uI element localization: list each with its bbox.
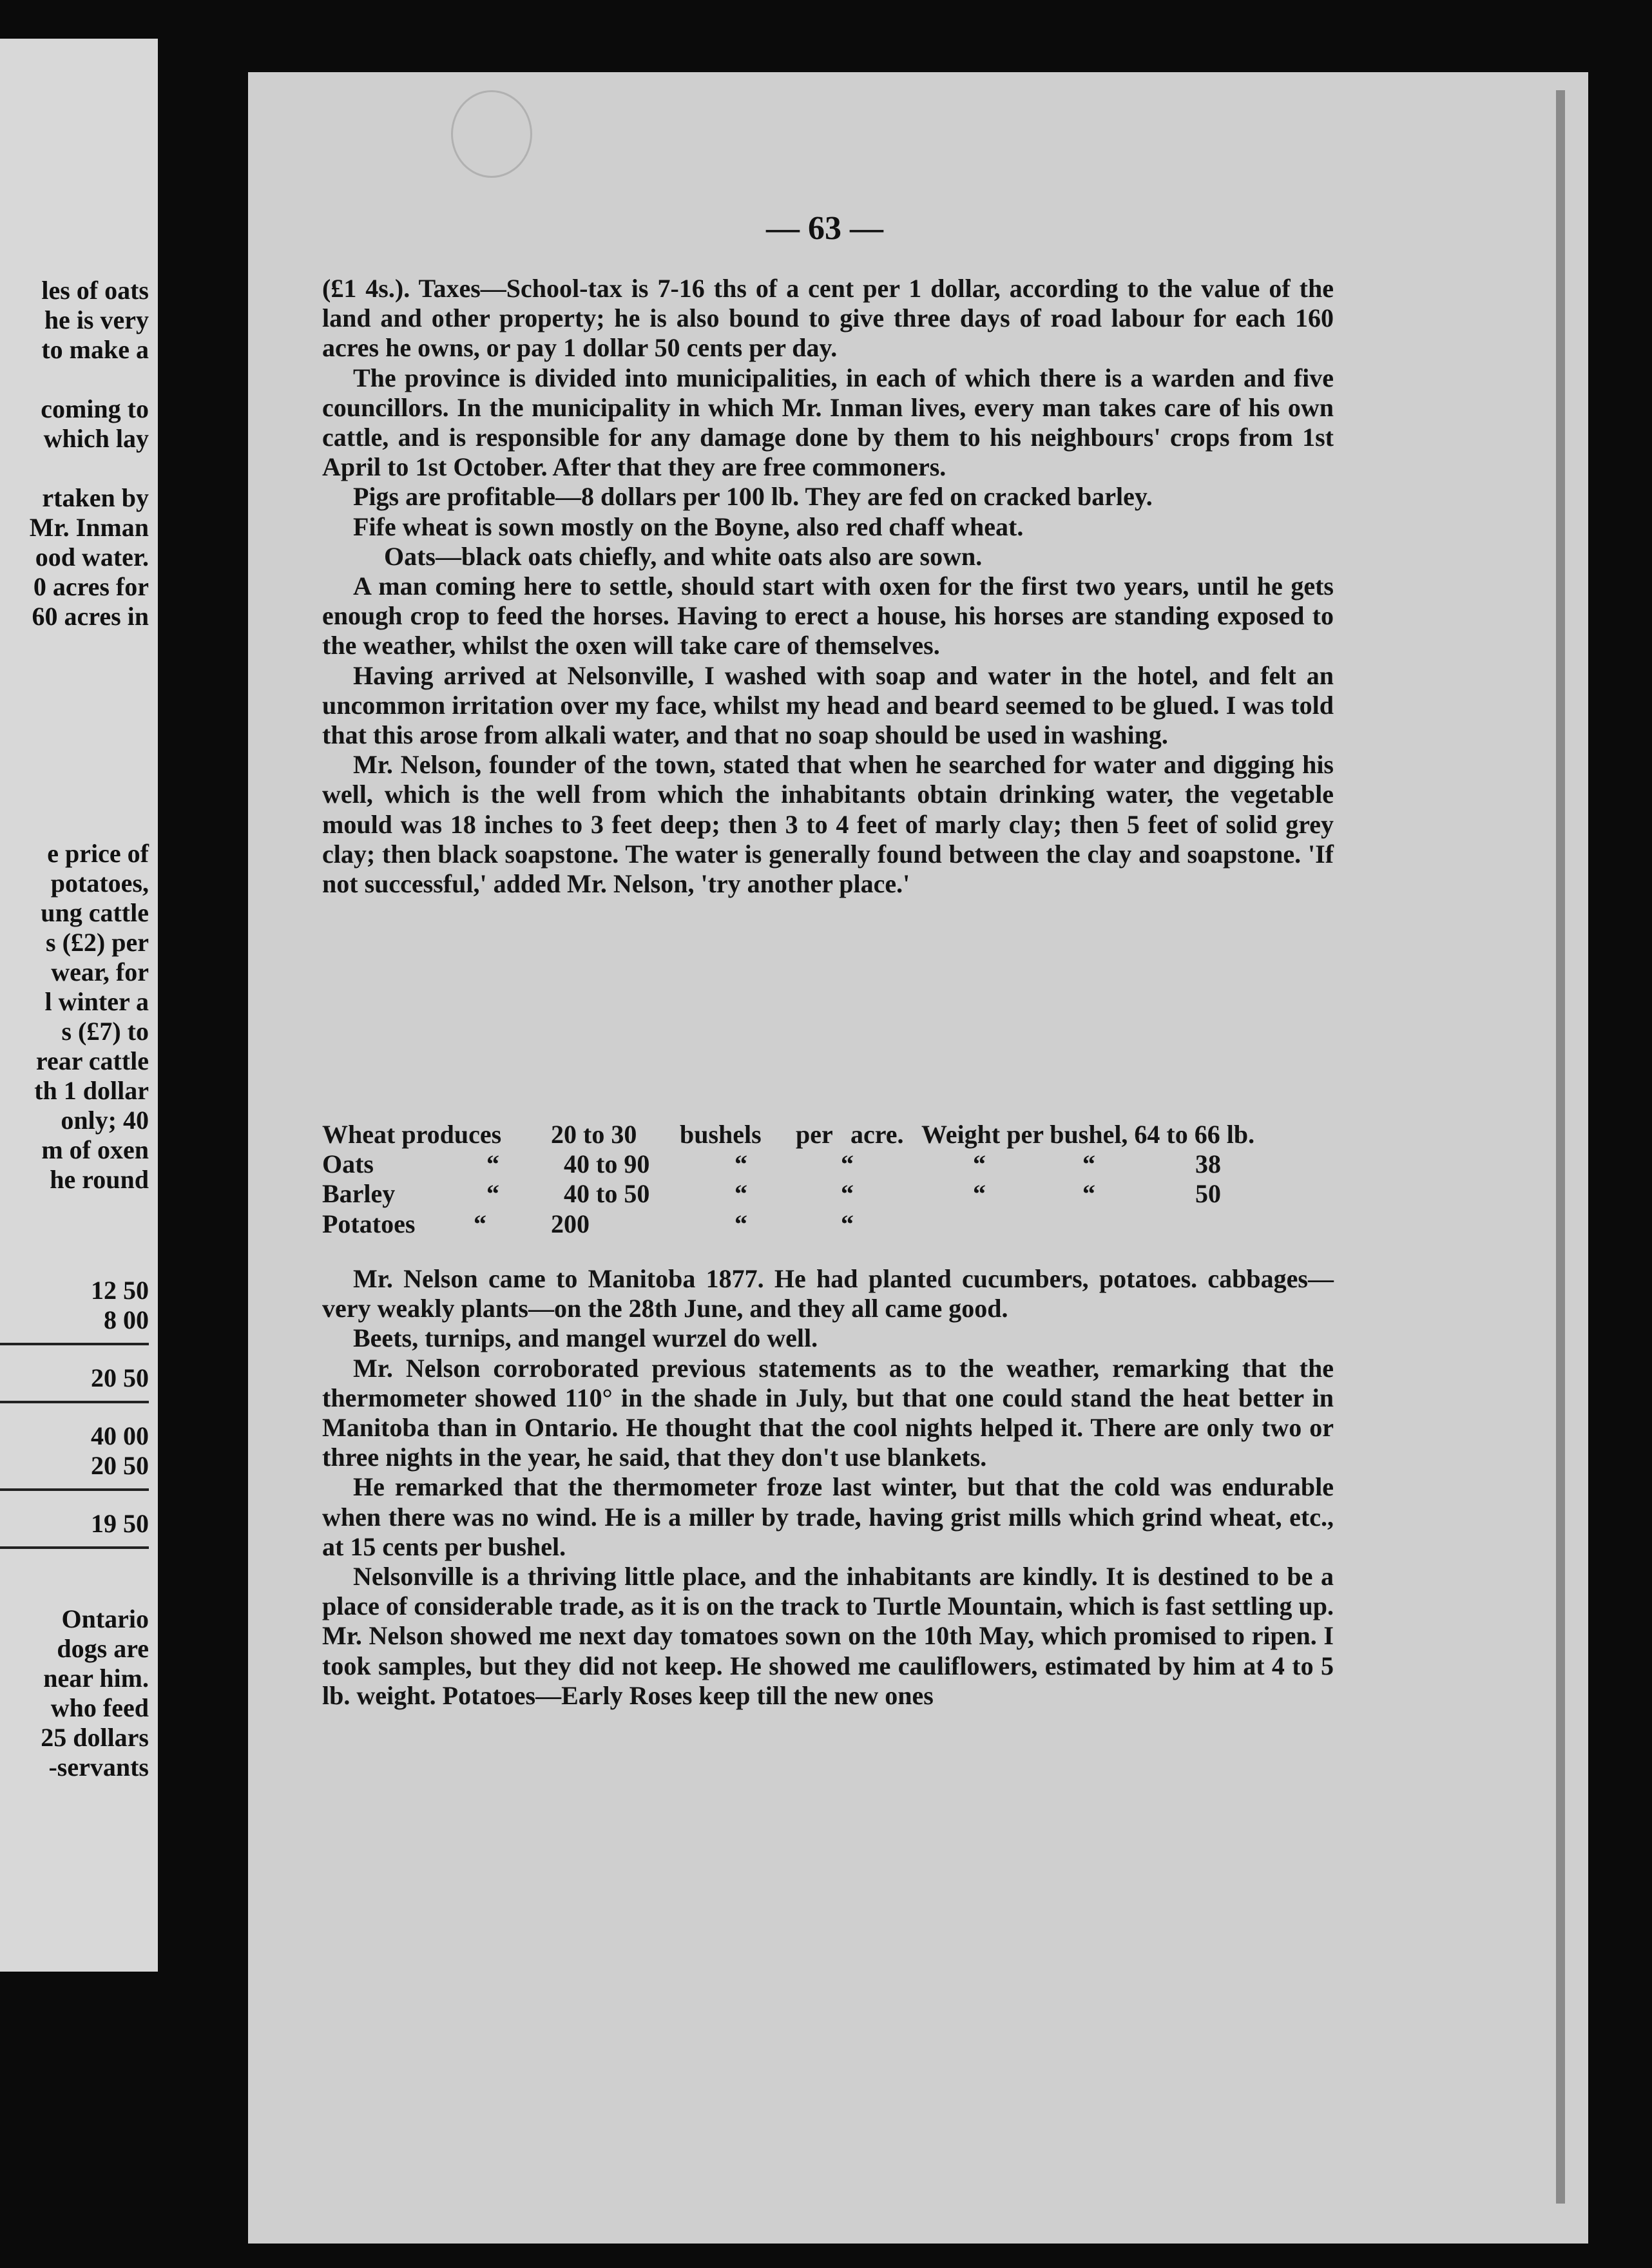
unit-cell: per <box>796 1120 833 1149</box>
paragraph: Fife wheat is sown mostly on the Boyne, also red chaff wheat. <box>353 512 1024 541</box>
ditto-mark: “ <box>735 1209 747 1238</box>
ditto-mark: “ <box>1082 1149 1095 1179</box>
paragraph: Having arrived at Nelsonville, I washed with soap and water in the hotel, and felt an uncommon irritation over my face, whilst my head and beard seemed to be glued. I was told that this arose from alkali water, and that no soap should be used in washing. <box>322 660 1334 750</box>
paragraph: Mr. Nelson came to Manitoba 1877. He had planted cucumbers, potatoes. cabbages—very weakly plants—on the 28th June, and they all came good. <box>322 1264 1334 1323</box>
paragraph: Pigs are profitable—8 dollars per 100 lb. They are fed on cracked barley. <box>353 482 1153 512</box>
ditto-mark: “ <box>1082 1179 1095 1209</box>
left-page-line: les of oats <box>41 276 149 305</box>
ditto-mark: “ <box>735 1149 747 1179</box>
body-text-top <box>322 274 1334 899</box>
left-page-line: 0 acres for <box>33 572 149 601</box>
left-page-line: m of oxen <box>41 1135 149 1164</box>
ditto-mark: “ <box>486 1179 499 1209</box>
yield-cell: 200 <box>551 1209 590 1238</box>
crop-cell: Potatoes <box>322 1209 416 1238</box>
yield-cell: 40 to 90 <box>564 1149 650 1179</box>
left-page-line: Ontario <box>61 1604 149 1633</box>
left-page-amount: 40 00 <box>91 1421 149 1450</box>
ditto-mark: “ <box>973 1149 986 1179</box>
yield-cell: 40 to 50 <box>564 1179 650 1209</box>
left-page-rule <box>0 1546 149 1549</box>
left-page-line: s (£2) per <box>46 928 149 957</box>
left-page-line: Mr. Inman <box>29 513 149 542</box>
left-page-line: near him. <box>43 1664 149 1693</box>
left-page-line: ood water. <box>35 543 149 572</box>
unit-cell: acre. <box>850 1120 904 1149</box>
left-page-line: rtaken by <box>42 483 149 512</box>
crop-cell: Barley <box>322 1179 396 1209</box>
ditto-mark: “ <box>841 1209 854 1238</box>
left-page-rule <box>0 1401 149 1403</box>
left-page-line: only; 40 <box>61 1106 149 1135</box>
paragraph: A man coming here to settle, should start with oxen for the first two years, until he gets enough crop to feed the horses. Having to erect a house, his horses are standing exposed to the weather, whilst the oxen will take care of themselves. <box>322 572 1334 660</box>
left-page-line: s (£7) to <box>61 1017 149 1046</box>
paragraph: Mr. Nelson corroborated previous statements as to the weather, remarking that the thermometer showed 110° in the shade in July, but that one could stand the heat better in Manitoba than in Ontario. He thought that the cool nights helped it. There are only two or three nights in the year, he said, that they don't use blankets. <box>322 1353 1334 1472</box>
left-page-line: l winter a <box>44 987 149 1016</box>
left-page-line: he round <box>50 1165 149 1194</box>
left-page-amount: 19 50 <box>91 1509 149 1538</box>
left-page-amount: 20 50 <box>91 1451 149 1480</box>
left-page-line: rear cattle <box>35 1046 149 1075</box>
ditto-mark: “ <box>841 1179 854 1209</box>
left-page-line: coming to <box>41 394 149 423</box>
weight-cell: 50 <box>1195 1179 1221 1209</box>
ditto-mark: “ <box>973 1179 986 1209</box>
table-row <box>322 1120 1340 1149</box>
left-page-line: potatoes, <box>50 869 149 898</box>
ditto-mark: “ <box>486 1149 499 1179</box>
left-page-line: -servants <box>48 1753 149 1782</box>
page-number: — 63 — <box>766 210 883 247</box>
paragraph: Beets, turnips, and mangel wurzel do well. <box>353 1323 818 1353</box>
left-page-amount: 20 50 <box>91 1363 149 1392</box>
ditto-mark: “ <box>841 1149 854 1179</box>
left-page-line: to make a <box>41 335 149 364</box>
body-text-bottom <box>322 1264 1334 1711</box>
unit-cell: bushels <box>680 1120 762 1149</box>
crop-yield-table <box>322 1120 1340 1239</box>
left-page-line: e price of <box>47 839 149 868</box>
table-row <box>322 1149 1340 1179</box>
left-page-line: wear, for <box>51 957 149 986</box>
paragraph: The province is divided into municipalities, in each of which there is a warden and five councillors. In the municipality in which Mr. Inman lives, every man takes care of his own cattle, and is responsible for any damage done by them to his neighbours' crops from 1st April to 1st October. After that they are free commoners. <box>322 363 1334 482</box>
left-page-rule <box>0 1343 149 1345</box>
table-row <box>322 1209 1340 1239</box>
paragraph: Mr. Nelson, founder of the town, stated that when he searched for water and digging his well, which is the well from which the inhabitants obtain drinking water, the vegetable mould was 18 inches to 3 feet deep; then 3 to 4 feet of marly clay; then 5 feet of solid grey clay; then black soapstone. The water is generally found between the clay and soapstone. 'If not successful,' added Mr. Nelson, 'try another place.' <box>322 750 1334 899</box>
left-page-line: 25 dollars <box>41 1723 149 1752</box>
crop-cell: Wheat produces <box>322 1120 502 1149</box>
left-page-line: ung cattle <box>41 898 149 927</box>
paragraph: (£1 4s.). Taxes—School-tax is 7-16 ths of a cent per 1 dollar, according to the value of the land and other property; he is also bound to give three days of road labour for each 160 acres he owns, or pay 1 dollar 50 cents per day. <box>322 274 1334 363</box>
ink-stain <box>451 90 532 178</box>
ditto-mark: “ <box>735 1179 747 1209</box>
left-page-line: 60 acres in <box>32 602 149 631</box>
weight-cell: Weight per bushel, 64 to 66 lb. <box>921 1120 1255 1149</box>
adjacent-page-fragment <box>0 39 158 1972</box>
left-page-line: dogs are <box>57 1634 149 1663</box>
paragraph: Nelsonville is a thriving little place, and the inhabitants are kindly. It is destined to be a place of considerable trade, as it is on the track to Turtle Mountain, which is fast settling up. Mr. Nelson showed me next day tomatoes sown on the 10th May, which promised to ripen. I took samples, but they did not keep. He showed me cauliflowers, estimated by him at 4 to 5 lb. weight. Potatoes—Early Roses keep till the new ones <box>322 1562 1334 1710</box>
page-edge-shadow <box>1556 90 1565 2204</box>
table-row <box>322 1179 1340 1209</box>
left-page-line: he is very <box>44 305 149 334</box>
yield-cell: 20 to 30 <box>551 1120 637 1149</box>
left-page-amount: 8 00 <box>104 1305 149 1334</box>
left-page-line: th 1 dollar <box>34 1076 149 1105</box>
crop-cell: Oats <box>322 1149 374 1179</box>
weight-cell: 38 <box>1195 1149 1221 1179</box>
paragraph: Oats—black oats chiefly, and white oats also are sown. <box>384 541 983 571</box>
left-page-amount: 12 50 <box>91 1276 149 1305</box>
left-page-line: who feed <box>50 1693 149 1722</box>
paragraph: He remarked that the thermometer froze last winter, but that the cold was endurable when there was no wind. He is a miller by trade, having grist mills which grind wheat, etc., at 15 cents per bushel. <box>322 1472 1334 1561</box>
left-page-line: which lay <box>43 424 149 453</box>
ditto-mark: “ <box>474 1209 486 1238</box>
left-page-rule <box>0 1488 149 1491</box>
